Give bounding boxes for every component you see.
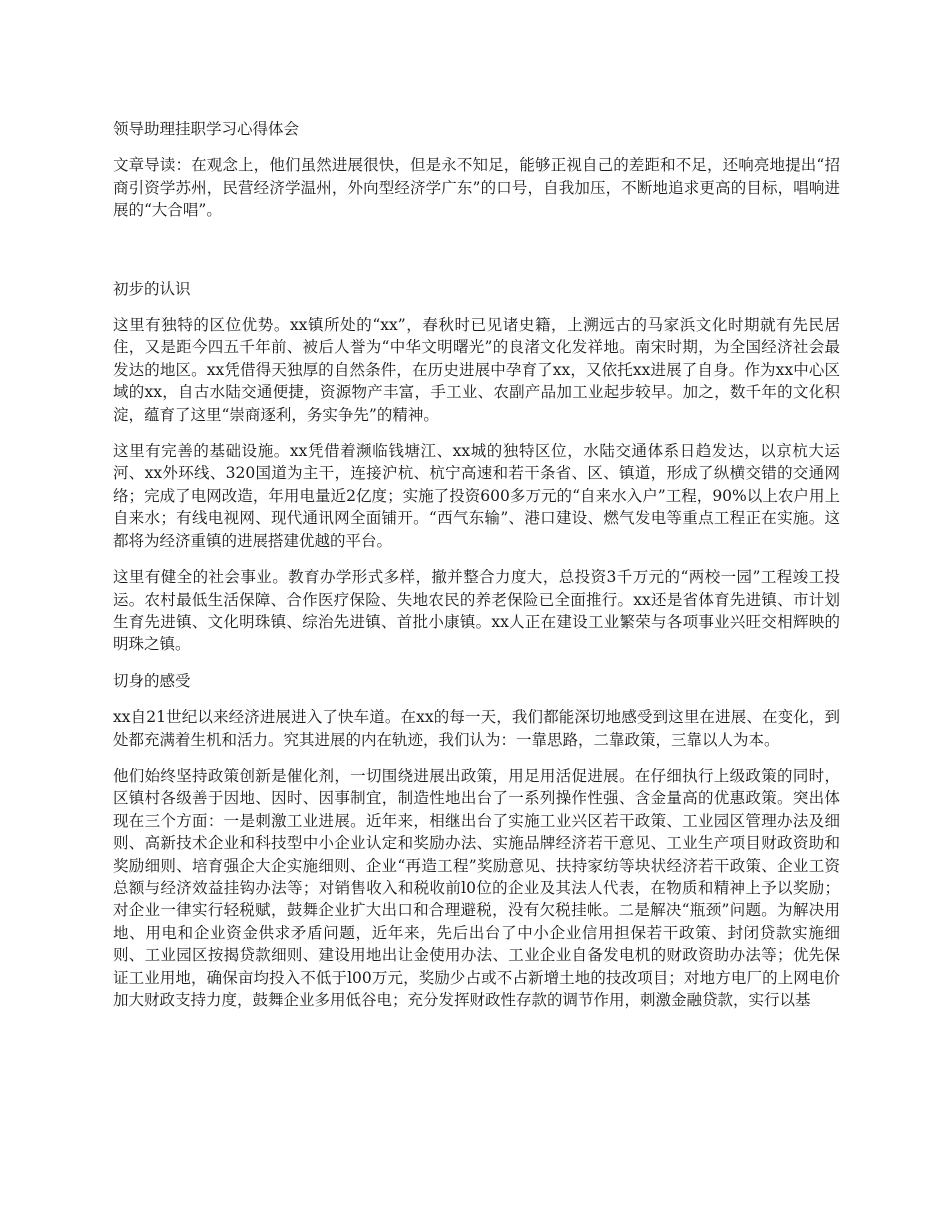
body-paragraph: 这里有健全的社会事业。教育办学形式多样，撤并整合力度大，总投资3千万元的“两校一园”工程竣工投运。农村最低生活保障、合作医疗保险、失地农民的养老保险已全面推行。xx还是省体育先进镇、市计划生育先进镇、文化明珠镇、综治先进镇、首批小康镇。xx人正在建设工业繁荣与各项事业兴旺交相辉映的明珠之镇。: [113, 568, 840, 654]
body-paragraph: xx自21世纪以来经济进展进入了快车道。在xx的每一天，我们都能深切地感受到这里在进展、在变化，到处都充满着生机和活力。究其进展的内在轨迹，我们认为：一靠思路，二靠政策，三靠以人为本。: [113, 708, 840, 749]
section-initial-understanding: [113, 278, 840, 656]
body-paragraph: 这里有完善的基础设施。xx凭借着濒临钱塘江、xx城的独特区位，水陆交通体系日趋发达，以京杭大运河、xx外环线、320国道为主干，连接沪杭、杭宁高速和若干条省、区、镇道，形成了纵横交错的交通网络；完成了电网改造，年用电量近2亿度；实施了投资600多万元的“自来水入户”工程，90%以上农户用上自来水；有线电视网、现代通讯网全面铺开。“西气东输”、港口建设、燃气发电等重点工程正在实施。这都将为经济重镇的进展搭建优越的平台。: [113, 442, 840, 550]
section-heading: 初步的认识: [113, 279, 191, 298]
section-gap: [113, 236, 840, 278]
body-paragraph: 他们始终坚持政策创新是催化剂，一切围绕进展出政策，用足用活促进展。在仔细执行上级政策的同时，区镇村各级善于因地、因时、因事制宜，制造性地出台了一系列操作性强、含金量高的优惠政策。突出体现在三个方面：一是刺激工业进展。近年来，相继出台了实施工业兴区若干政策、工业园区管理办法及细则、高新技术企业和科技型中小企业认定和奖励办法、实施品牌经济若干意见、工业生产项目财政资助和奖励细则、培育强企大企实施细则、企业“再造工程”奖励意见、扶持家纺等块状经济若干政策、企业工资总额与经济效益挂钩办法等；对销售收入和税收前l0位的企业及其法人代表，在物质和精神上予以奖励；对企业一律实行轻税赋，鼓舞企业扩大出口和合理避税，没有欠税挂帐。二是解决“瓶颈”问题。为解决用地、用电和企业资金供求矛盾问题，近年来，先后出台了中小企业信用担保若干政策、封闭贷款实施细则、工业园区按揭贷款细则、建设用地出让金使用办法、工业企业自备发电机的财政资助办法等；优先保证工业用地，确保亩均投入不低于l00万元，奖励少占或不占新增土地的技改项目；对地方电厂的上网电价加大财政支持力度，鼓舞企业多用低谷电；充分发挥财政性存款的调节作用，刺激金融贷款，实行以基: [113, 766, 840, 1009]
body-paragraph: 这里有独特的区位优势。xx镇所处的“xx”，春秋时已见诸史籍，上溯远古的马家浜文化时期就有先民居住，又是距今四五千年前、被后人誉为“中华文明曙光”的良渚文化发祥地。南宋时期，为全国经济社会最发达的地区。xx凭借得天独厚的自然条件，在历史进展中孕育了xx，又依托xx进展了自身。作为xx中心区域的xx，自古水陆交通便捷，资源物产丰富，手工业、农副产品加工业起步较早。加之，数千年的文化积淀，蕴育了这里“崇商逐利，务实争先”的精神。: [113, 316, 840, 424]
document-page: [113, 118, 840, 1025]
section-personal-feelings: [113, 670, 840, 1012]
document-title: 领导助理挂职学习心得体会: [113, 120, 300, 138]
section-heading: 切身的感受: [113, 671, 191, 690]
intro-paragraph: 文章导读：在观念上，他们虽然进展很快，但是永不知足，能够正视自己的差距和不足，还响亮地提出“招商引资学苏州，民营经济学温州，外向型经济学广东”的口号，自我加压，不断地追求更高的目标，唱响进展的“大合唱”。: [113, 156, 840, 220]
